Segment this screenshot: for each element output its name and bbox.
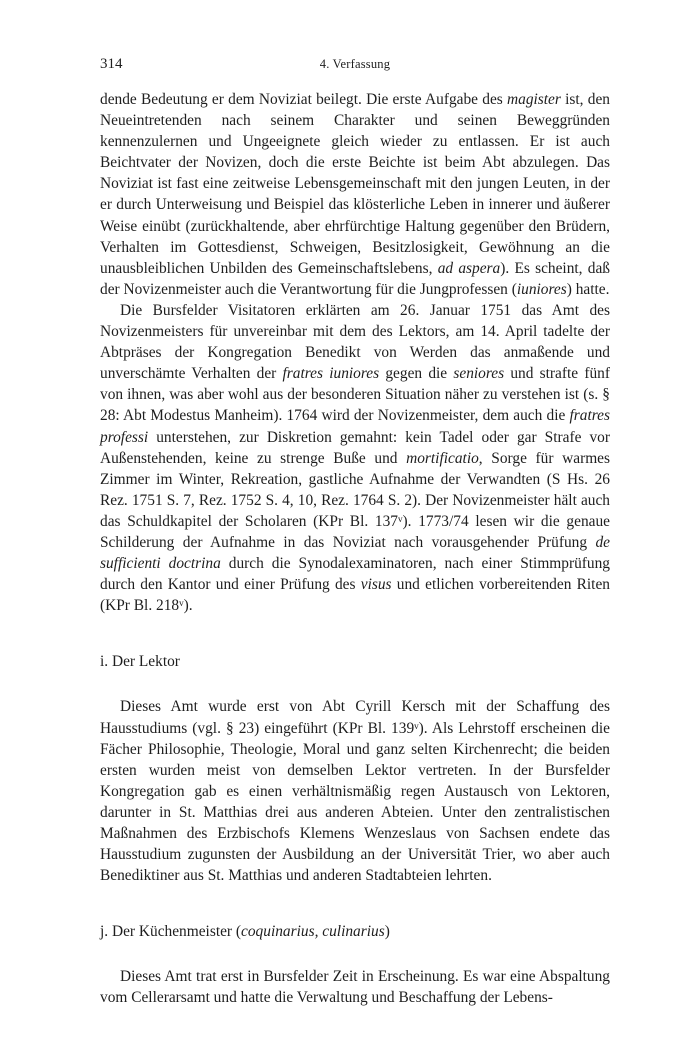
text-run: j. Der Küchenmeister ( bbox=[100, 923, 242, 941]
italic-term: fratres iuniores bbox=[282, 365, 380, 383]
page-number: 314 bbox=[100, 56, 123, 72]
text-run: durch die Synodalexaminatoren, nach einer Stimmprüfung durch den Kantor und einer Prüfung des bbox=[100, 555, 611, 594]
paragraph-lektor: Dieses Amt wurde erst von Abt Cyrill Kersch mit der Schaffung des Hausstudiums (vgl. § 23) eingeführt (KPr Bl. 139ᵛ). Als Lehrstoff erscheinen die Fächer Philosophie, Theologie, Moral und ganz selten Kirchenrecht; die beiden ersten wurden meist von demselben Lektor vertreten. In der Bursfelder Kongregation gab es einen verhältnismäßig regen Austausch von Lektoren, darunter in St. Matthias drei aus anderen Abteien. Unter den zentralistischen Maßnahmen des Erzbischofs Klemens Wenzeslaus von Sachsen endete das Hausstudium zugunsten der Ausbildung an der Universität Trier, wo aber auch Benediktiner aus St. Matthias und anderen Stadtabteien lehrten. bbox=[100, 698, 610, 885]
text-run: , Sorge für warmes Zimmer im Winter, Rekreation, gastliche Aufnahme der Verwandten (S Hs. 26 Rez. 1751 S. 7, Rez. 1752 S. 4, 10, Rez. 1764 S. 2). Der Novizenmeister hält auch das Schuldkapitel der Scholaren (KPr Bl. 137ᵛ). 1773/74 lesen wir die genaue Schilderung der Aufnahme in das Noviziat nach vorausgehender Prüfung bbox=[100, 449, 610, 551]
section-heading-lektor: i. Der Lektor bbox=[100, 653, 180, 671]
italic-term: seniores bbox=[453, 365, 505, 383]
italic-term: de sufficienti doctrina bbox=[100, 533, 610, 573]
text-run: ) hatte. bbox=[566, 280, 610, 298]
text-run: ). Es scheint, daß der Novizenmeister auch die Verantwortung für die Jungprofessen ( bbox=[100, 259, 610, 298]
text-run: Die Bursfelder Visitatoren erklärten am 26. Januar 1751 das Amt des Novizenmeisters für unvereinbar mit dem des Lektors, am 14. April tadelte der Abtpräses der Kongregation Benedikt von Werden das anmaßende und unverschämte Verhalten der bbox=[100, 301, 610, 383]
italic-term: magister bbox=[507, 91, 561, 108]
italic-term: iuniores bbox=[516, 280, 567, 298]
running-head: 4. Verfassung bbox=[319, 57, 391, 71]
italic-term: mortificatio bbox=[406, 449, 479, 467]
text-run: ) bbox=[384, 923, 390, 941]
paragraph-kuechenmeister: Dieses Amt trat erst in Bursfelder Zeit in Erscheinung. Es war eine Abspaltung vom Cellerarsamt und hatte die Verwaltung und Beschaffung der Lebens- bbox=[100, 968, 610, 1007]
section-heading-kuechenmeister bbox=[100, 921, 610, 942]
text-run: und strafte fünf von ihnen, was aber wohl aus der besonderen Situation näher zu verstehen ist (s. § 28: Abt Modestus Manheim). 1764 wird der Novizenmeister, dem auch die bbox=[100, 365, 610, 425]
text-run: dende Bedeutung er dem Noviziat beilegt. Die erste Aufgabe des bbox=[100, 91, 508, 108]
paragraph-bursfelder-visitatoren bbox=[100, 300, 610, 616]
page-header bbox=[100, 56, 610, 78]
text-run: und etlichen vorbereitenden Riten (KPr Bl. 218ᵛ). bbox=[100, 576, 610, 615]
italic-term: coquinarius, culinarius bbox=[241, 923, 385, 941]
italic-term: fratres professi bbox=[100, 407, 610, 446]
text-run: ist, den Neueintretenden nach seinem Charakter und seinen Beweggründen kennenzulernen und Ungeeignete gleich wieder zu entlassen. Er ist auch Beichtvater der Novizen, doch die erste Beichte ist beim Abt abzulegen. Das Noviziat ist fast eine zeitweise Lebensgemeinschaft mit den jungen Leuten, in der er durch Unterweisung und Beispiel das klösterliche Leben in innerer und äußerer Weise einübt (zurückhaltende, aber ehrfürchtige Haltung gegenüber den Brüdern, Verhalten im Gottesdienst, Schweigen, Besitzlosigkeit, Gewöhnung an die unausbleiblichen Unbilden des Gemeinschaftslebens, bbox=[100, 91, 610, 277]
italic-term: ad aspera bbox=[437, 259, 501, 277]
text-run: gegen die bbox=[379, 365, 454, 383]
page-body bbox=[100, 89, 610, 1009]
paragraph-noviziat-continued bbox=[100, 89, 610, 300]
text-run: unterstehen, zur Diskretion gemahnt: kein Tadel oder gar Strafe vor Außenstehenden, keine zu strenge Buße und bbox=[100, 428, 610, 467]
italic-term: visus bbox=[360, 576, 392, 594]
